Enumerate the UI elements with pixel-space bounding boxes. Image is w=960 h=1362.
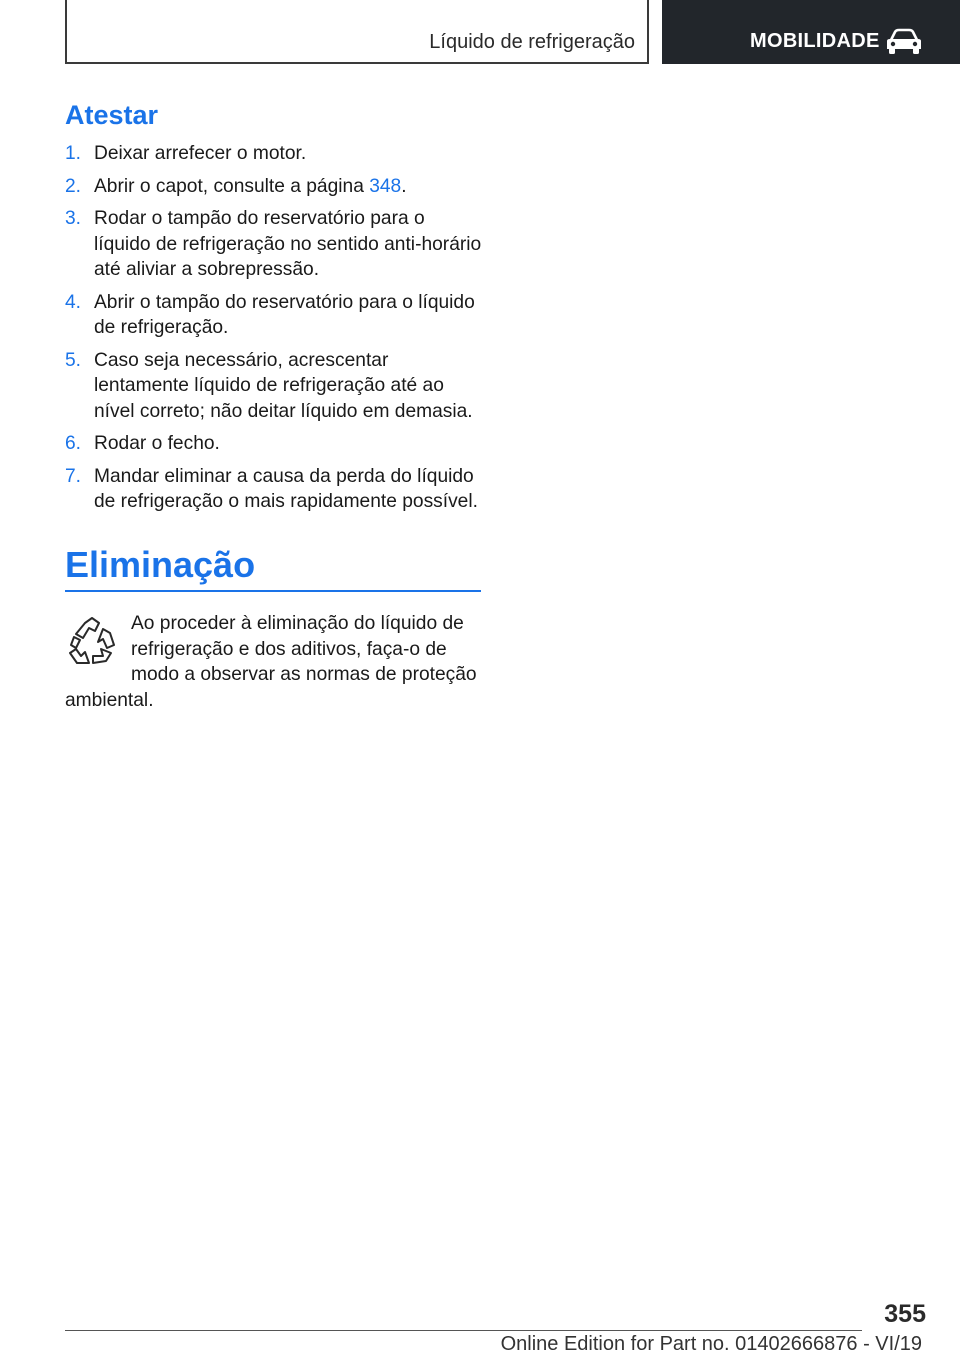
step-text: Deixar arrefecer o motor. xyxy=(94,143,307,164)
step-number: 3. xyxy=(65,208,82,229)
step-number: 4. xyxy=(65,291,82,313)
running-header-title: Líquido de refrigeração xyxy=(429,31,635,53)
footer-divider xyxy=(65,1330,862,1331)
step-text: Rodar o tampão do reservatório para o líquido de refrigeração no sentido anti-horário até aliviar a sobrepressão. xyxy=(94,208,482,280)
heading-underline xyxy=(65,590,481,592)
chapter-tab[interactable] xyxy=(662,0,960,64)
step-number: 7. xyxy=(65,465,82,487)
step-text-end: . xyxy=(401,175,407,197)
list-item xyxy=(65,290,485,341)
list-item xyxy=(65,431,485,457)
step-number: 5. xyxy=(65,349,82,371)
running-header xyxy=(65,0,649,64)
step-text: Abrir o capot, consulte a página xyxy=(94,175,370,197)
page-number: 355 xyxy=(884,1300,926,1328)
car-icon xyxy=(884,28,924,56)
step-text: Abrir o tampão do reservatório para o líquido de refrigeração. xyxy=(94,291,475,338)
list-item xyxy=(65,174,485,200)
section-heading-atestar: Atestar xyxy=(65,100,159,130)
steps-list xyxy=(65,141,485,522)
list-item xyxy=(65,348,485,425)
list-item xyxy=(65,464,485,515)
step-number: 2. xyxy=(65,175,82,197)
page-reference-link[interactable]: 348 xyxy=(369,175,402,197)
step-number: 1. xyxy=(65,143,82,164)
step-text: Caso seja necessário, acrescentar lentamente líquido de refrigeração até ao nível correto; não deitar líquido em demasia. xyxy=(94,349,473,422)
icon-space xyxy=(65,611,131,687)
list-item xyxy=(65,206,485,283)
step-number: 6. xyxy=(65,433,82,454)
list-item xyxy=(65,141,485,167)
edition-note: Online Edition for Part no. 01402666876 - VI/19 xyxy=(500,1333,922,1355)
disposal-text: Ao proceder à eliminação do líquido de refrigeração e dos aditivos, faça-o de modo a observar as normas de proteção ambiental. xyxy=(65,613,477,711)
disposal-paragraph xyxy=(65,611,485,713)
section-heading-eliminacao: Eliminação xyxy=(65,544,256,585)
chapter-tab-label: MOBILIDADE xyxy=(750,30,880,52)
step-text: Rodar o fecho. xyxy=(94,433,220,454)
step-text: Mandar eliminar a causa da perda do líquido de refrigeração o mais rapidamente possível. xyxy=(94,465,478,512)
